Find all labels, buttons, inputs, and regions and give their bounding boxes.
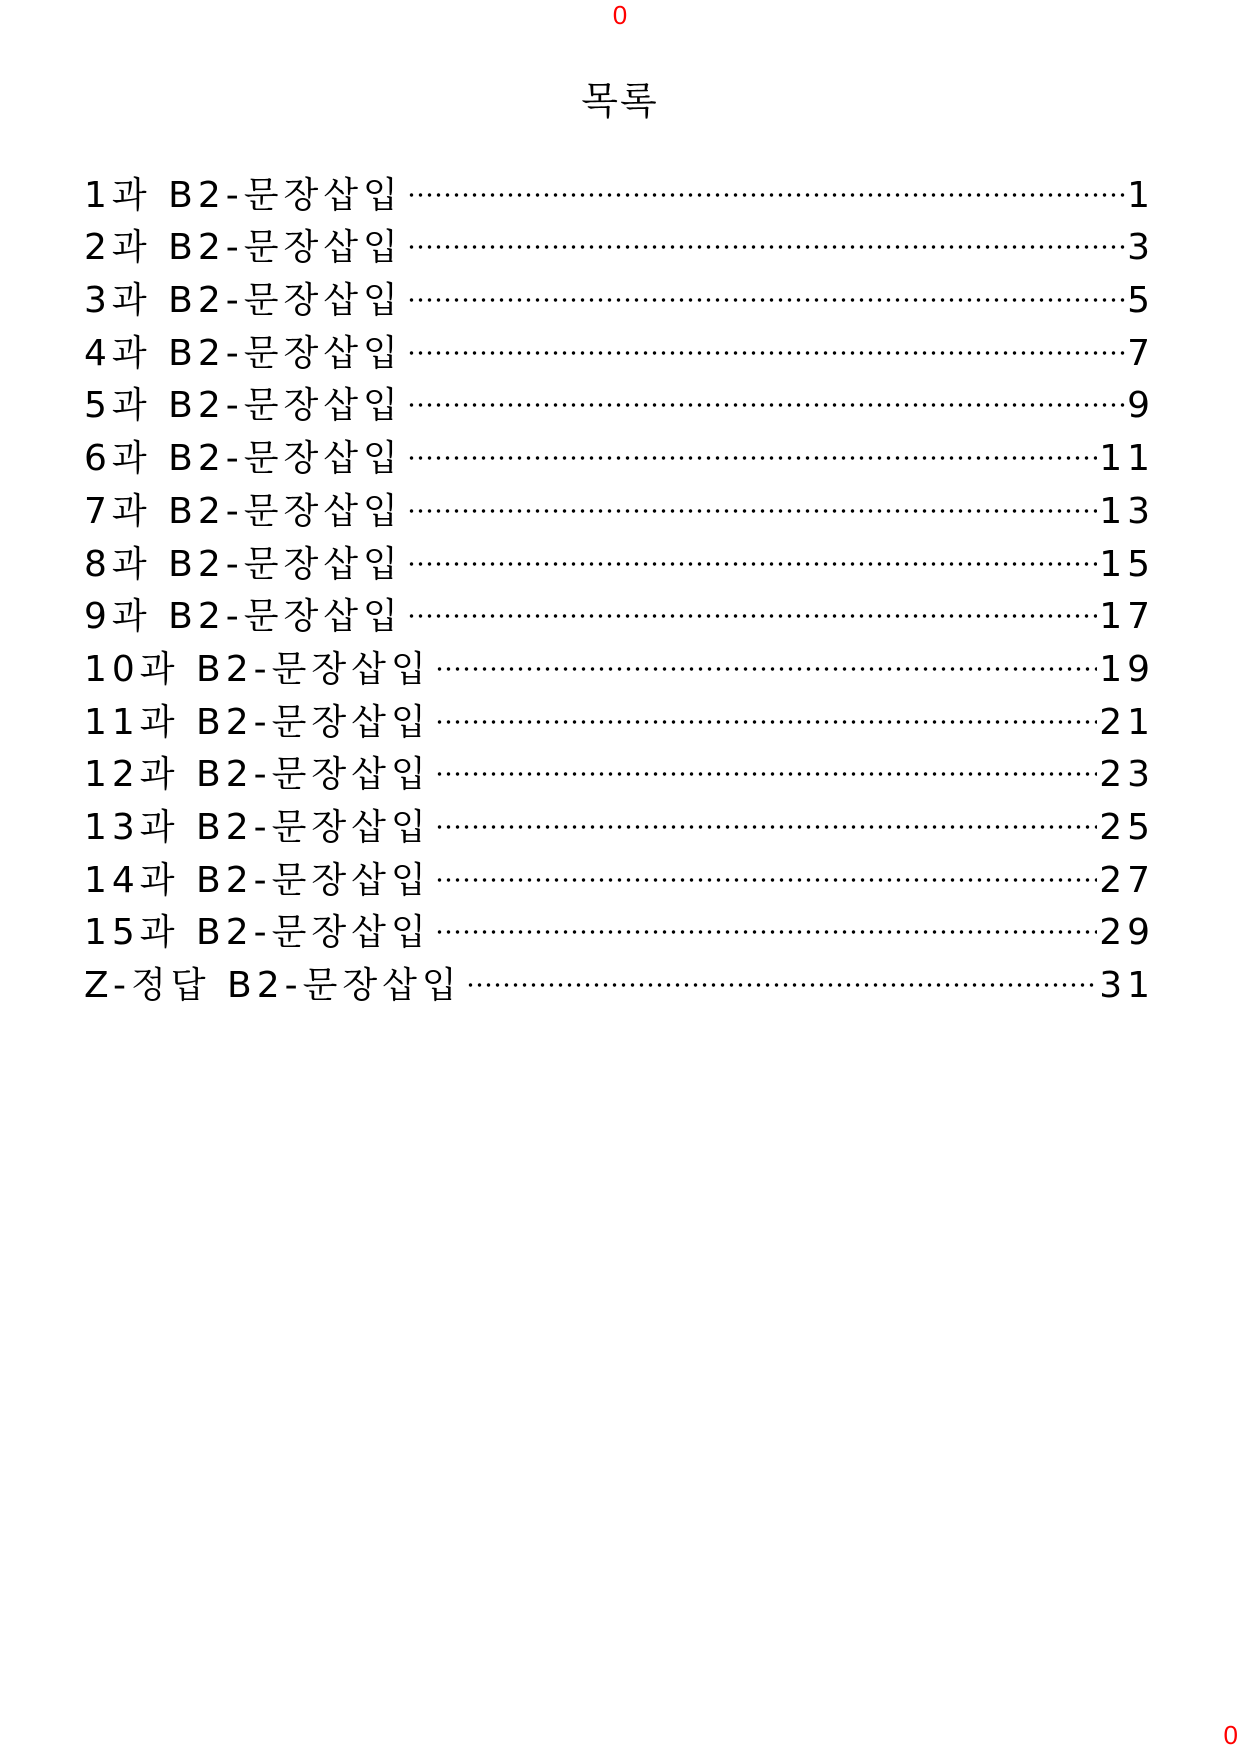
toc-entry-page-number: 29 — [1099, 912, 1155, 954]
toc-entry-label: 3과 B2-문장삽입 — [84, 280, 403, 322]
toc-entry-label: 14과 B2-문장삽입 — [84, 859, 431, 901]
page-number-bottom: 0 — [1223, 1720, 1238, 1750]
toc-entry-page-number: 15 — [1099, 543, 1155, 585]
toc-entry[interactable] — [84, 377, 1155, 430]
toc-entry-label: 6과 B2-문장삽입 — [84, 438, 403, 480]
toc-entry[interactable] — [84, 271, 1155, 324]
toc-entry-label: 8과 B2-문장삽입 — [84, 543, 403, 585]
toc-entry[interactable] — [84, 693, 1155, 746]
toc-entry[interactable] — [84, 904, 1155, 957]
toc-entry-page-number: 19 — [1099, 648, 1155, 690]
toc-entry[interactable] — [84, 535, 1155, 588]
toc-entry-page-number: 23 — [1099, 754, 1155, 796]
toc-entry-page-number: 27 — [1099, 859, 1155, 901]
dot-leader — [407, 456, 1097, 460]
toc-entry[interactable] — [84, 588, 1155, 641]
toc-entry-label: 12과 B2-문장삽입 — [84, 754, 431, 796]
toc-entry-page-number: 11 — [1099, 438, 1155, 480]
dot-leader — [435, 720, 1097, 724]
dot-leader — [407, 509, 1097, 513]
dot-leader — [407, 245, 1125, 249]
toc-entry-page-number: 17 — [1099, 596, 1155, 638]
toc-entry-label: 15과 B2-문장삽입 — [84, 912, 431, 954]
dot-leader — [435, 825, 1097, 829]
dot-leader — [466, 983, 1097, 987]
toc-entry[interactable] — [84, 429, 1155, 482]
toc-entry-label: Z-정답 B2-문장삽입 — [84, 965, 462, 1006]
toc-entry[interactable] — [84, 956, 1155, 1009]
toc-entry[interactable] — [84, 798, 1155, 851]
toc-entry[interactable] — [84, 482, 1155, 535]
dot-leader — [435, 930, 1097, 934]
toc-entry-page-number: 31 — [1099, 965, 1155, 1006]
dot-leader — [435, 878, 1097, 882]
dot-leader — [407, 298, 1125, 302]
dot-leader — [407, 193, 1125, 197]
toc-entry-label: 2과 B2-문장삽입 — [84, 227, 403, 269]
toc-entry-page-number: 21 — [1099, 701, 1155, 743]
dot-leader — [407, 351, 1125, 355]
toc-entry[interactable] — [84, 851, 1155, 904]
dot-leader — [435, 667, 1097, 671]
toc-list — [84, 166, 1155, 1009]
dot-leader — [435, 772, 1097, 776]
toc-entry-label: 4과 B2-문장삽입 — [84, 332, 403, 374]
toc-entry-page-number: 13 — [1099, 490, 1155, 532]
toc-entry-page-number: 1 — [1127, 174, 1155, 216]
dot-leader — [407, 562, 1097, 566]
toc-entry-page-number: 3 — [1127, 227, 1155, 269]
toc-entry[interactable] — [84, 324, 1155, 377]
toc-entry[interactable] — [84, 219, 1155, 272]
dot-leader — [407, 614, 1097, 618]
toc-entry-label: 11과 B2-문장삽입 — [84, 701, 431, 743]
dot-leader — [407, 403, 1125, 407]
toc-entry-page-number: 9 — [1127, 385, 1155, 427]
toc-entry-label: 1과 B2-문장삽입 — [84, 174, 403, 216]
toc-title: 목록 — [581, 79, 659, 123]
toc-entry-label: 10과 B2-문장삽입 — [84, 648, 431, 690]
toc-entry-label: 7과 B2-문장삽입 — [84, 490, 403, 532]
toc-entry-page-number: 25 — [1099, 806, 1155, 848]
toc-entry-label: 9과 B2-문장삽입 — [84, 596, 403, 638]
toc-entry-page-number: 7 — [1127, 332, 1155, 374]
toc-entry-label: 5과 B2-문장삽입 — [84, 385, 403, 427]
toc-entry-label: 13과 B2-문장삽입 — [84, 806, 431, 848]
toc-entry[interactable] — [84, 640, 1155, 693]
toc-entry[interactable] — [84, 746, 1155, 799]
toc-entry-page-number: 5 — [1127, 280, 1155, 322]
page-number-top: 0 — [612, 0, 628, 30]
toc-entry[interactable] — [84, 166, 1155, 219]
